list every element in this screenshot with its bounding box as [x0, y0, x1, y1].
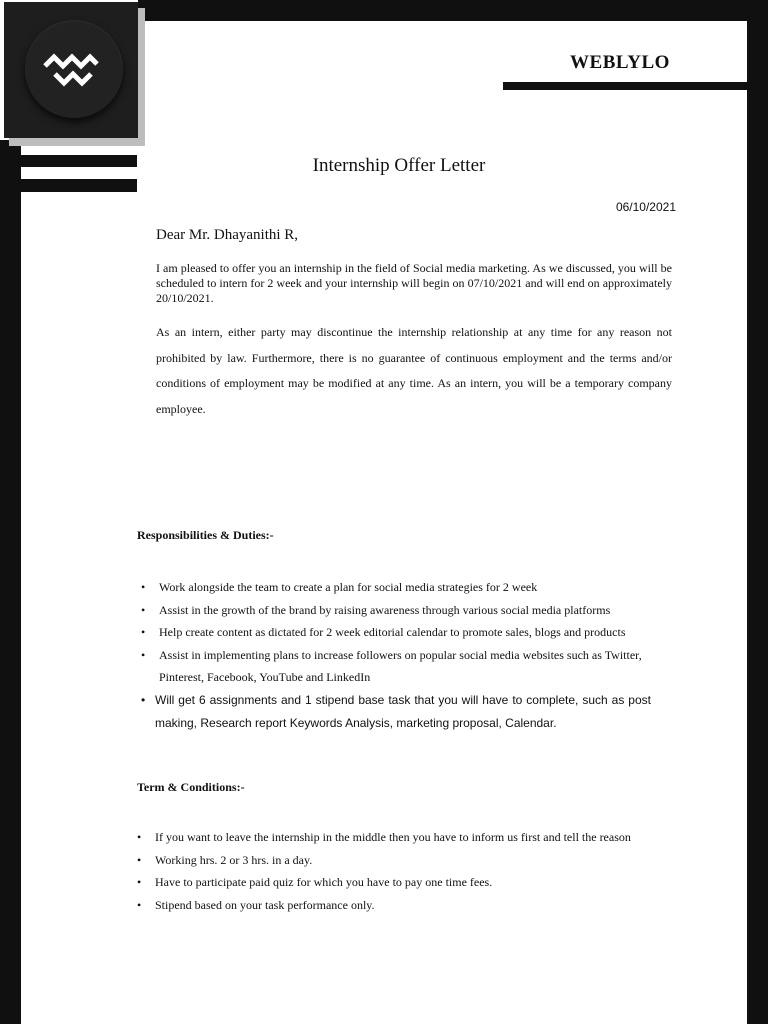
brand-underline-bar — [503, 82, 749, 90]
list-item-text: Have to participate paid quiz for which you have to pay one time fees. — [155, 875, 493, 889]
bullet-icon: • — [141, 692, 146, 707]
weblylo-logo-icon — [41, 52, 101, 90]
company-name: WEBLYLO — [570, 52, 670, 73]
bullet-icon: • — [141, 647, 146, 662]
bullet-icon: • — [137, 875, 142, 889]
bullet-icon: • — [137, 830, 142, 844]
list-item — [137, 849, 650, 872]
letter-title: Internship Offer Letter — [312, 155, 486, 176]
terms-heading: Term & Conditions:- — [137, 780, 245, 794]
list-item-text: Assist in implementing plans to increase followers on popular social media websites such as Twitter, Pinterest, Facebook, YouTube and LinkedIn — [159, 647, 642, 684]
list-item-text: Working hrs. 2 or 3 hrs. in a day. — [155, 852, 313, 867]
list-item-text: Work alongside the team to create a plan for social media strategies for 2 week — [159, 580, 538, 594]
list-item-text: Stipend based on your task performance only. — [155, 897, 375, 912]
list-item-text: Help create content as dictated for 2 week editorial calendar to promote sales, blogs and products — [159, 625, 626, 639]
bullet-icon: • — [141, 602, 146, 617]
list-item — [141, 576, 651, 599]
responsibilities-list — [141, 576, 651, 736]
list-item-text: Will get 6 assignments and 1 stipend base task that you will have to complete, such as post making, Research report Keywords Analysis, marketing proposal, Calendar. — [155, 692, 651, 730]
intern-status-paragraph: As an intern, either party may discontinue the internship relationship at any time for any reason not prohibited by law. Furthermore, there is no guarantee of continuous employment and the terms and/or conditions of employment may be modified at any time. As an intern, you will be a temporary company employee. — [156, 325, 672, 416]
frame-right-border — [747, 0, 768, 1024]
bullet-icon: • — [141, 580, 146, 594]
list-item — [137, 871, 650, 894]
list-item — [141, 644, 651, 689]
bullet-icon: • — [141, 625, 146, 639]
decorative-stripe-2 — [21, 179, 137, 192]
terms-list — [137, 826, 650, 916]
bullet-icon: • — [137, 897, 142, 912]
list-item-text: Assist in the growth of the brand by raising awareness through various social media platforms — [159, 602, 611, 617]
list-item — [141, 599, 651, 622]
salutation: Dear Mr. Dhayanithi R, — [156, 227, 299, 243]
list-item — [141, 621, 651, 644]
list-item — [137, 826, 650, 849]
letter-date: 06/10/2021 — [615, 200, 676, 214]
list-item — [141, 689, 651, 736]
frame-top-border — [138, 0, 768, 21]
bullet-icon: • — [137, 852, 142, 867]
list-item-text: If you want to leave the internship in the middle then you have to inform us first and tell the reason — [155, 830, 631, 844]
responsibilities-heading: Responsibilities & Duties:- — [137, 528, 274, 542]
offer-paragraph: I am pleased to offer you an internship in the field of Social media marketing. As we discussed, you will be scheduled to intern for 2 week and your internship will begin on 07/10/2021 and will end on approximately 20/10/2021. — [156, 261, 672, 305]
list-item — [137, 894, 650, 917]
frame-left-border — [0, 140, 21, 1024]
